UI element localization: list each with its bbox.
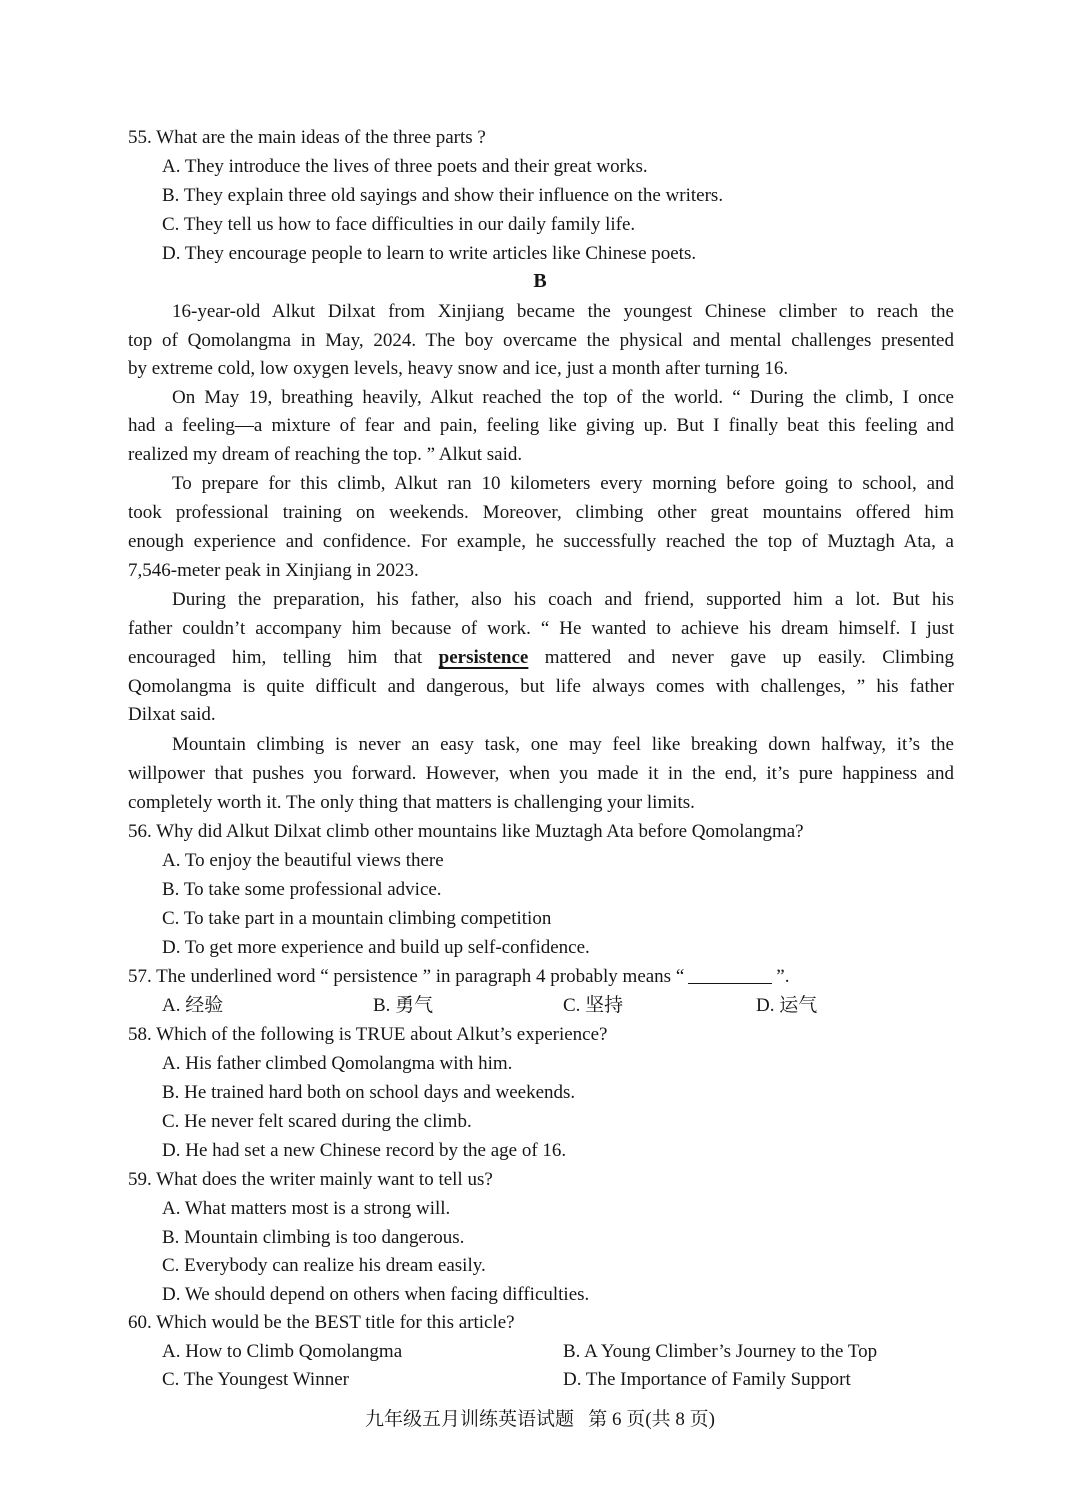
- question-58-option-c: C. He never felt scared during the climb.: [162, 1111, 472, 1132]
- passage-p3-line: 7,546-meter peak in Xinjiang in 2023.: [128, 560, 419, 581]
- question-58-option-b: B. He trained hard both on school days and weekends.: [162, 1082, 576, 1103]
- passage-p1-line: 16-year-old Alkut Dilxat from Xinjiang became the youngest Chinese climber to reach the: [172, 301, 954, 322]
- passage-p3-line: took professional training on weekends. Moreover, climbing other great mountains offered him: [128, 502, 954, 523]
- question-56-option-d: D. To get more experience and build up self-confidence.: [162, 937, 590, 958]
- underlined-word-persistence: persistence: [438, 647, 529, 668]
- passage-p3-line: enough experience and confidence. For example, he successfully reached the top of Muztagh Ata, a: [128, 531, 954, 552]
- question-58-stem: 58. Which of the following is TRUE about Alkut’s experience?: [128, 1024, 608, 1045]
- passage-p5-line: completely worth it. The only thing that matters is challenging your limits.: [128, 792, 695, 813]
- question-55-option-d: D. They encourage people to learn to write articles like Chinese poets.: [162, 243, 697, 264]
- passage-p4-line: Qomolangma is quite difficult and dangerous, but life always comes with challenges, ” his father: [128, 676, 954, 697]
- passage-p1-line: top of Qomolangma in May, 2024. The boy overcame the physical and mental challenges presented: [128, 330, 954, 351]
- question-60-option-b: B. A Young Climber’s Journey to the Top: [563, 1341, 878, 1362]
- question-60-option-c: C. The Youngest Winner: [162, 1369, 349, 1390]
- question-58-option-d: D. He had set a new Chinese record by the age of 16.: [162, 1140, 567, 1161]
- question-59-option-b: B. Mountain climbing is too dangerous.: [162, 1227, 465, 1248]
- question-57-stem: [128, 962, 789, 991]
- question-59-option-a: A. What matters most is a strong will.: [162, 1198, 451, 1219]
- passage-p2-line: had a feeling—a mixture of fear and pain, feeling like giving up. But I finally beat this feeling and: [128, 415, 954, 436]
- question-55-option-b: B. They explain three old sayings and show their influence on the writers.: [162, 185, 724, 206]
- passage-p5-line: Mountain climbing is never an easy task, one may feel like breaking down halfway, it’s the: [172, 734, 954, 755]
- question-57-option-a: A. 经验: [162, 995, 224, 1016]
- question-56-option-a: A. To enjoy the beautiful views there: [162, 850, 444, 871]
- section-b-heading: B: [533, 270, 547, 292]
- question-58-option-a: A. His father climbed Qomolangma with him.: [162, 1053, 513, 1074]
- passage-p4-line: During the preparation, his father, also his coach and friend, supported him a lot. But his: [172, 589, 954, 610]
- answer-blank: [688, 965, 772, 984]
- question-57-stem-end: ”.: [776, 966, 790, 987]
- passage-p4-text: mattered and never gave up easily. Climbing: [544, 647, 954, 668]
- page-footer: 九年级五月训练英语试题 第 6 页(共 8 页): [365, 1409, 715, 1430]
- question-56-option-c: C. To take part in a mountain climbing competition: [162, 908, 552, 929]
- question-57-option-c: C. 坚持: [563, 995, 624, 1016]
- question-57-option-d: D. 运气: [756, 995, 818, 1016]
- question-55-option-a: A. They introduce the lives of three poets and their great works.: [162, 156, 648, 177]
- question-60-option-d: D. The Importance of Family Support: [563, 1369, 851, 1390]
- question-55-stem: 55. What are the main ideas of the three parts ?: [128, 127, 486, 148]
- passage-p4-line: Dilxat said.: [128, 704, 216, 725]
- passage-p4-line: [128, 643, 954, 672]
- passage-p3-line: To prepare for this climb, Alkut ran 10 kilometers every morning before going to school, and: [172, 473, 954, 494]
- question-56-option-b: B. To take some professional advice.: [162, 879, 442, 900]
- question-59-stem: 59. What does the writer mainly want to tell us?: [128, 1169, 493, 1190]
- passage-p2-line: On May 19, breathing heavily, Alkut reached the top of the world. “ During the climb, I once: [172, 387, 954, 408]
- question-60-option-a: A. How to Climb Qomolangma: [162, 1341, 403, 1362]
- passage-p5-line: willpower that pushes you forward. However, when you made it in the end, it’s pure happiness and: [128, 763, 954, 784]
- question-57-stem-text: 57. The underlined word “ persistence ” in paragraph 4 probably means “: [128, 966, 685, 987]
- question-57-option-b: B. 勇气: [373, 995, 434, 1016]
- passage-p2-line: realized my dream of reaching the top. ” Alkut said.: [128, 444, 523, 465]
- question-60-stem: 60. Which would be the BEST title for this article?: [128, 1312, 515, 1333]
- question-59-option-c: C. Everybody can realize his dream easily.: [162, 1255, 486, 1276]
- passage-p4-text: encouraged him, telling him that: [128, 647, 423, 668]
- passage-p4-line: father couldn’t accompany him because of work. “ He wanted to achieve his dream himself. I just: [128, 618, 954, 639]
- question-59-option-d: D. We should depend on others when facing difficulties.: [162, 1284, 590, 1305]
- passage-p1-line: by extreme cold, low oxygen levels, heavy snow and ice, just a month after turning 16.: [128, 358, 789, 379]
- question-56-stem: 56. Why did Alkut Dilxat climb other mountains like Muztagh Ata before Qomolangma?: [128, 821, 804, 842]
- question-55-option-c: C. They tell us how to face difficulties in our daily family life.: [162, 214, 636, 235]
